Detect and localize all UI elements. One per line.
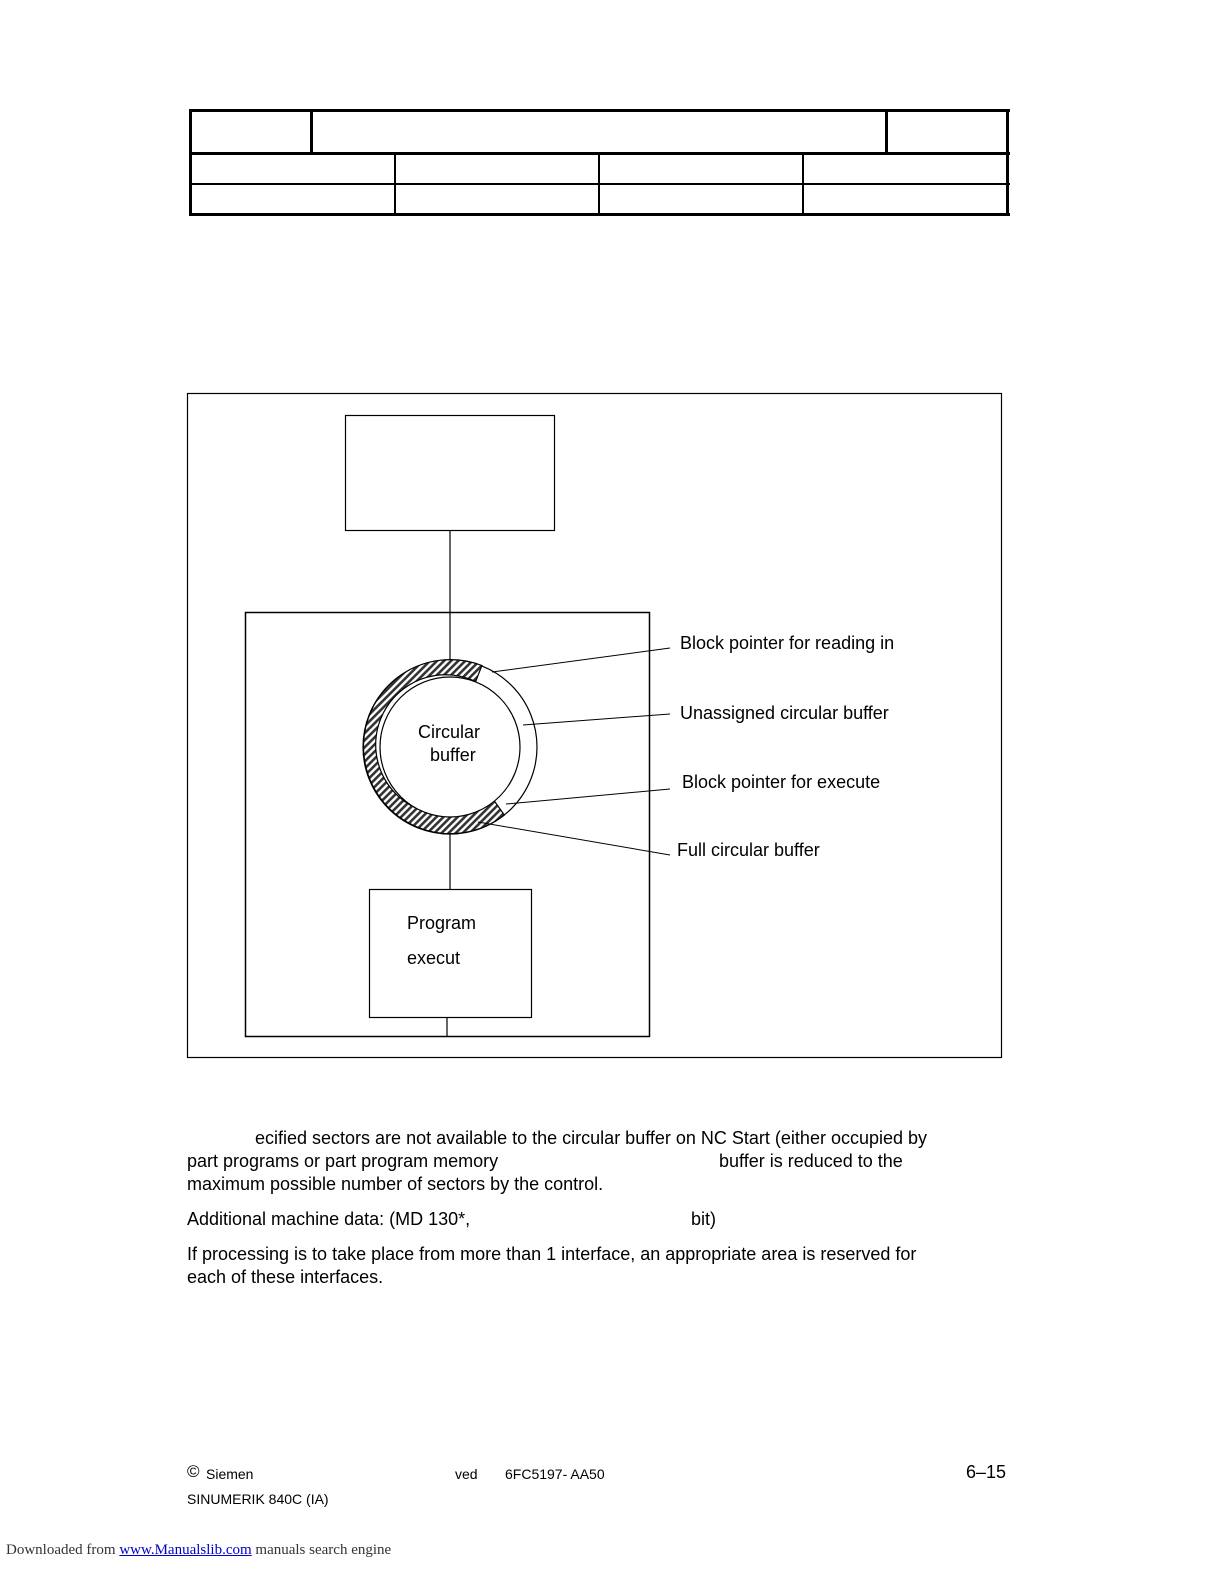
para1-line3: maximum possible number of sectors by the control. — [187, 1174, 604, 1194]
leader-execute — [506, 789, 670, 804]
download-suffix: manuals search engine — [255, 1542, 392, 1558]
order-number: 6FC5197- AA50 — [505, 1466, 605, 1482]
leader-full-buffer — [478, 822, 670, 855]
paragraph-3 — [187, 1243, 987, 1291]
footer-ved: ved — [455, 1466, 478, 1482]
para1-line2a: part programs or part program memory — [187, 1151, 499, 1171]
leader-unassigned — [523, 714, 670, 725]
copyright-symbol: © — [187, 1462, 200, 1481]
download-footer — [6, 1542, 391, 1559]
program-box-line1: Program — [407, 913, 477, 933]
label-full-circular-buffer: Full circular buffer — [677, 840, 820, 860]
para2-part-b: bit) — [691, 1209, 717, 1229]
para1-line1: ecified sectors are not available to the circular buffer on NC Start (either occupied by — [255, 1128, 928, 1148]
diagram-frame — [188, 394, 1002, 1058]
top-box — [346, 416, 555, 531]
paragraph-1 — [187, 1127, 987, 1197]
leader-reading-in — [492, 648, 670, 672]
label-block-pointer-reading-in: Block pointer for reading in — [680, 633, 895, 653]
paragraph-2 — [187, 1208, 987, 1232]
para2-part-a: Additional machine data: (MD 130*, — [187, 1209, 471, 1229]
label-block-pointer-execute: Block pointer for execute — [682, 772, 881, 792]
manualslib-link[interactable]: www.Manualslib.com — [119, 1542, 252, 1558]
para3-line1: If processing is to take place from more than 1 interface, an appropriate area is reserved for — [187, 1244, 917, 1264]
copyright-text: Siemen — [206, 1466, 254, 1482]
page-number: 6–15 — [966, 1462, 1007, 1482]
para1-line2b: buffer is reduced to the — [719, 1151, 903, 1171]
para3-line2: each of these interfaces. — [187, 1267, 384, 1287]
program-box-line2: execut — [407, 948, 461, 968]
circle-label-line2: buffer — [430, 745, 476, 765]
product-name: SINUMERIK 840C (IA) — [187, 1491, 329, 1507]
download-prefix: Downloaded from — [6, 1542, 116, 1558]
circle-label-line1: Circular — [418, 722, 481, 742]
label-unassigned-circular-buffer: Unassigned circular buffer — [680, 703, 889, 723]
